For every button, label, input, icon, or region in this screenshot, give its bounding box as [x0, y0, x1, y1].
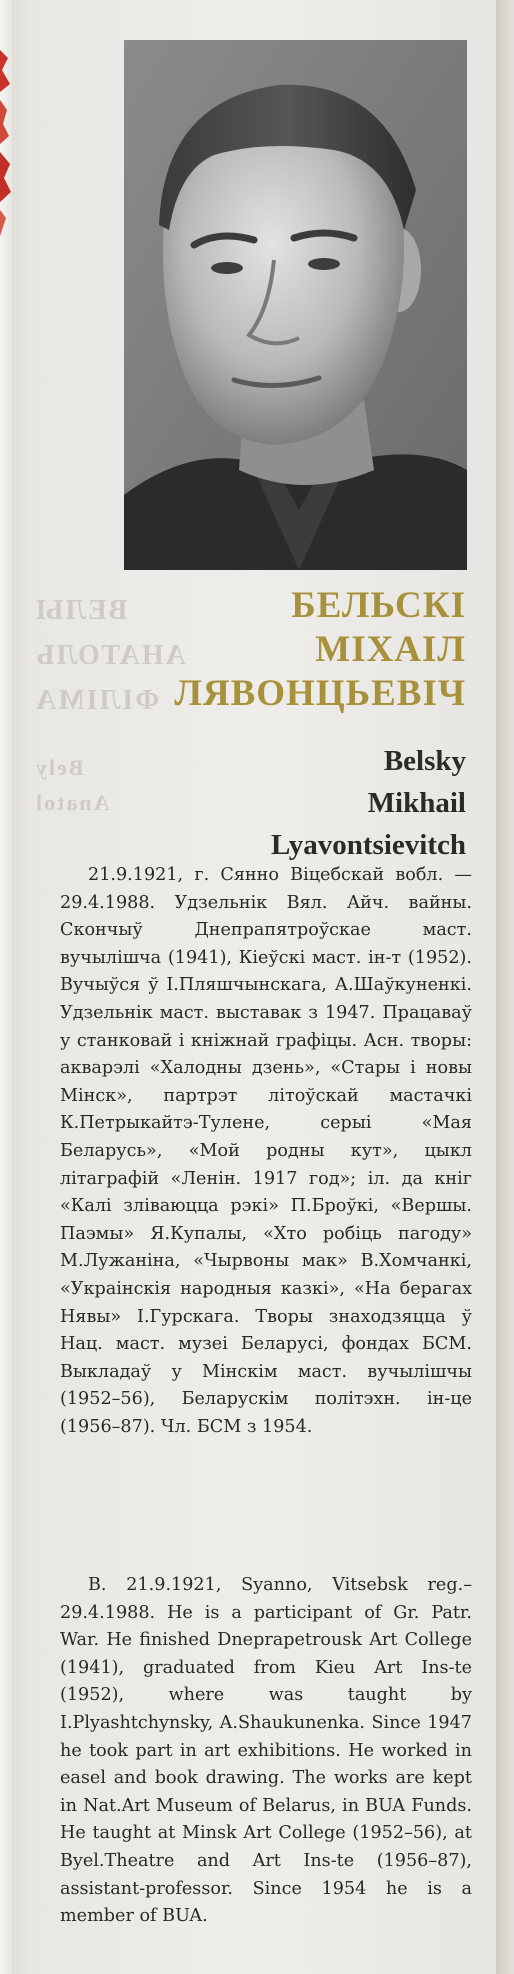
red-ornament-icon	[0, 40, 14, 240]
show-through-text: ВЕЛЫ АНАТОЛЬ ФІЛІМА Bely Anatol	[34, 595, 186, 815]
first-name-be: МІХАІЛ	[315, 629, 466, 670]
surname-en: Belsky	[383, 745, 466, 777]
biography-english	[60, 1572, 472, 1931]
first-name-en: Mikhail	[367, 787, 466, 819]
patronymic-en: Lyavontsievitch	[271, 829, 466, 861]
bio-paragraph-en: B. 21.9.1921, Syanno, Vitsebsk reg.–29.4.1988. He is a participant of Gr. Patr. War. He finished Dneprapetrousk Art College (1941), graduated from Kieu Art Ins-te (1952), where was taught by I.Plyashtchynsky, A.Shaukunenka. Since 1947 he took part in art exhibitions. He worked in easel and book drawing. The works are kept in Nat.Art Museum of Belarus, in BUA Funds. He taught at Minsk Art College (1952–56), at Byel.Theatre and Art Ins-te (1956–87), assistant-professor. Since 1954 he is a member of BUA.	[60, 1575, 472, 1927]
bio-paragraph-be: 21.9.1921, г. Сянно Віцебскай вобл. — 29.4.1988. Удзельнік Вял. Айч. вайны. Скончыў Днепрапятроўскае маст. вучылішча (1941), Кіеўскі маст. ін-т (1952). Вучыўся ў І.Пляшчынскага, А.Шаўкуненкі. Удзельнік маст. выставак з 1947. Працаваў у станковай і кніжнай графіцы. Асн. творы: акварэлі «Халодны дзень», «Стары і новы Мінск», партрэт літоўскай мастачкі К.Петрыкайтэ-Тулене, серыі «Мая Беларусь», «Мой родны кут», цыкл літаграфій «Ленін. 1917 год»; іл. да кніг «Калі зліваюцца рэкі» П.Броўкі, «Вершы. Паэмы» Я.Купалы, «Хто робіць пагоду» М.Лужаніна, «Чырвоны мак» В.Хомчанкі, «Украінскія народныя казкі», «На берагах Нявы» І.Гурскага. Творы знаходзяцца ў Нац. маст. музеі Беларусі, фондах БСМ. Выкладаў у Мінскім маст. вучылішчы (1952–56), Беларускім політэхн. ін-це (1956–87). Чл. БСМ з 1954.	[60, 865, 472, 1437]
right-page-edge	[496, 0, 514, 1974]
name-belarusian	[146, 584, 466, 716]
patronymic-be: ЛЯВОНЦЬЕВІЧ	[174, 673, 466, 714]
name-english	[146, 740, 466, 866]
left-page-edge	[0, 0, 12, 1974]
surname-be: БЕЛЬСКІ	[291, 585, 466, 626]
biography-belarusian	[60, 862, 472, 1441]
portrait-photo	[124, 40, 467, 570]
